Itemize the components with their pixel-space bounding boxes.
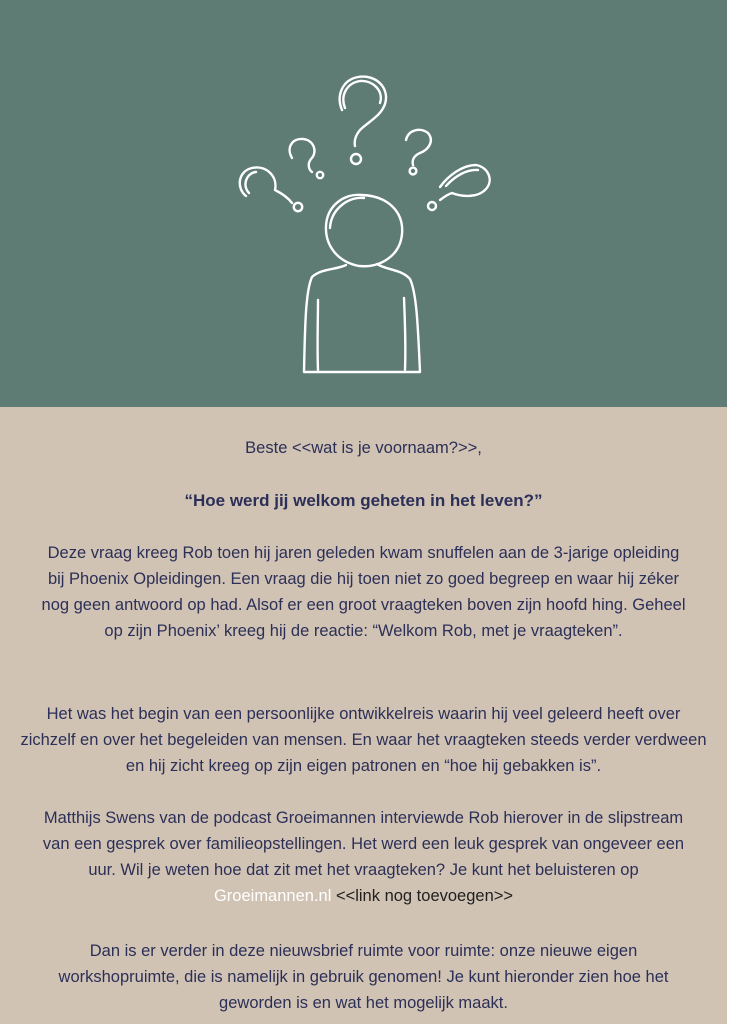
person-icon [304, 195, 420, 372]
link-placeholder-note: <<link nog toevoegen>> [331, 887, 514, 905]
headline-question: “Hoe werd jij welkom geheten in het leven?” [184, 491, 543, 510]
greeting-text: Beste <<wat is je voornaam?>>, [245, 439, 482, 457]
paragraph-podcast-text: Matthijs Swens van de podcast Groeimannen interviewde Rob hierover in de slipstream van een gesprek over familieopstellingen. Het werd een leuk gesprek van ongeveer een uur. Wil je weten hoe dat zit met het vraagteken? Je kunt het beluisteren op [42, 809, 685, 879]
paragraph-podcast [30, 805, 697, 909]
question-mark-icon [406, 130, 431, 174]
question-mark-icon [290, 139, 324, 178]
hero-banner [0, 0, 727, 407]
paragraph-workshop-space: Dan is er verder in deze nieuwsbrief ruimte voor ruimte: onze nieuwe eigen workshopruimte, die is namelijk in gebruik genomen! Je kunt hieronder zien hoe het geworden is en wat het mogelijk maakt. [58, 942, 669, 1012]
paragraph-intro: Deze vraag kreeg Rob toen hij jaren geleden kwam snuffelen aan de 3-jarige opleiding bij Phoenix Opleidingen. Een vraag die hij toen niet zo goed begreep en waar hij zéker nog geen antwoord op had. Alsof er een groot vraagteken boven zijn hoofd hing. Geheel op zijn Phoenix’ kreeg hij de reactie: “Welkom Rob, met je vraagteken”. [41, 544, 686, 640]
paragraph-journey: Het was het begin van een persoonlijke ontwikkelreis waarin hij veel geleerd heeft over zichzelf en over het begeleiden van mensen. En waar het vraagteken steeds verder verdween en hij zicht kreeg op zijn eigen patronen en “hoe hij gebakken is”. [20, 705, 707, 775]
groeimannen-link[interactable]: Groeimannen.nl [213, 887, 332, 905]
question-mark-icon [428, 165, 490, 210]
question-mark-icon [240, 168, 302, 212]
confused-person-illustration [0, 0, 727, 407]
question-mark-icon [340, 77, 386, 164]
newsletter-content [0, 407, 727, 1024]
